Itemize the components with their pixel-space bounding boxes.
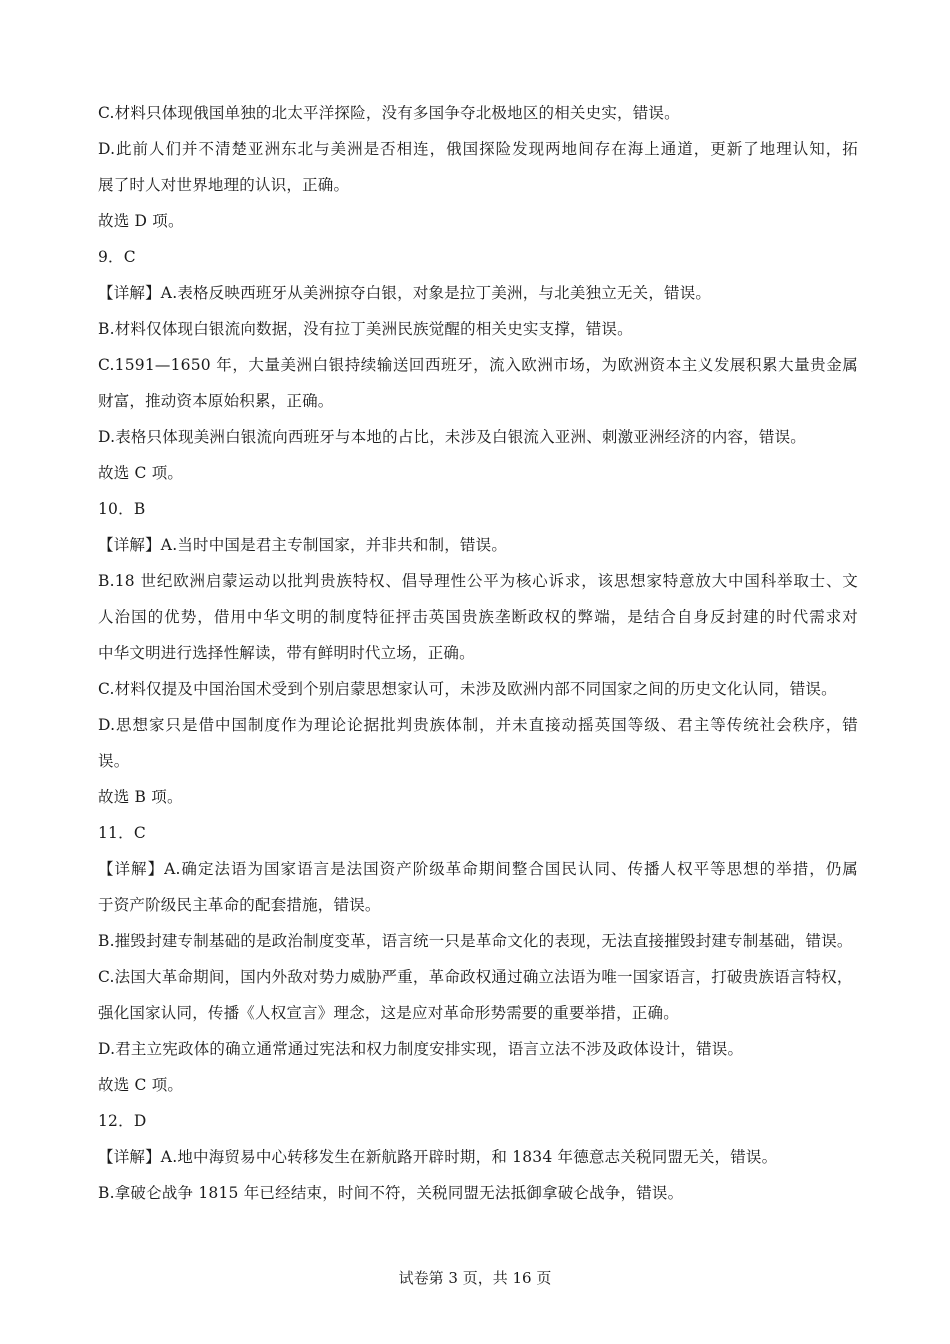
text-line: B.拿破仑战争 1815 年已经结束，时间不符，关税同盟无法抵御拿破仑战争，错误。 [98,1184,684,1202]
text-line: 中华文明进行选择性解读，带有鲜明时代立场，正确。 [98,644,475,662]
text-line: D.表格只体现美洲白银流向西班牙与本地的占比，未涉及白银流入亚洲、刺激亚洲经济的内容，错误。 [98,428,807,446]
page-footer: 试卷第 3 页，共 16 页 [398,1269,552,1287]
text-line: B.18 世纪欧洲启蒙运动以批判贵族特权、倡导理性公平为核心诉求，该思想家特意放大中国科举取士、文 [98,572,858,590]
answer-conclusion: 故选 B 项。 [98,788,183,806]
text-line: 误。 [98,752,130,770]
text-line: 财富，推动资本原始积累，正确。 [98,392,334,410]
text-line: 展了时人对世界地理的认识，正确。 [98,176,350,194]
answer-conclusion: 故选 C 项。 [98,464,184,482]
text-line: D.此前人们并不清楚亚洲东北与美洲是否相连，俄国探险发现两地间存在海上通道，更新了地理认知，拓 [98,140,858,158]
text-line: 于资产阶级民主革命的配套措施，错误。 [98,896,381,914]
question-number: 11．C [98,824,146,842]
text-line: B.摧毁封建专制基础的是政治制度变革，语言统一只是革命文化的表现，无法直接摧毁封建专制基础，错误。 [98,932,853,950]
text-line: B.材料仅体现白银流向数据，没有拉丁美洲民族觉醒的相关史实支撑，错误。 [98,320,633,338]
answer-conclusion: 故选 D 项。 [98,212,184,230]
question-number: 12．D [98,1112,147,1130]
text-line: 【详解】A.当时中国是君主专制国家，并非共和制，错误。 [98,536,508,554]
text-line: C.材料仅提及中国治国术受到个别启蒙思想家认可，未涉及欧洲内部不同国家之间的历史文化认同，错误。 [98,680,837,698]
text-line: D.君主立宪政体的确立通常通过宪法和权力制度安排实现，语言立法不涉及政体设计，错误。 [98,1040,744,1058]
text-line: 【详解】A.确定法语为国家语言是法国资产阶级革命期间整合国民认同、传播人权平等思想的举措，仍属 [98,860,858,878]
answer-conclusion: 故选 C 项。 [98,1076,184,1094]
text-line: C.1591—1650 年，大量美洲白银持续输送回西班牙，流入欧洲市场，为欧洲资本主义发展积累大量贵金属 [98,356,858,374]
question-number: 10．B [98,500,146,518]
text-line: 【详解】A.地中海贸易中心转移发生在新航路开辟时期，和 1834 年德意志关税同盟无关，错误。 [98,1148,778,1166]
text-line: 强化国家认同，传播《人权宣言》理念，这是应对革命形势需要的重要举措，正确。 [98,1004,679,1022]
text-line: D.思想家只是借中国制度作为理论论据批判贵族体制，并未直接动摇英国等级、君主等传统社会秩序，错 [98,716,858,734]
text-line: 【详解】A.表格反映西班牙从美洲掠夺白银，对象是拉丁美洲，与北美独立无关，错误。 [98,284,712,302]
text-line: C.材料只体现俄国单独的北太平洋探险，没有多国争夺北极地区的相关史实，错误。 [98,104,680,122]
answer-explanations [98,95,858,1211]
text-line: 人治国的优势，借用中华文明的制度特征抨击英国贵族垄断政权的弊端，是结合自身反封建的时代需求对 [98,608,858,626]
text-line: C.法国大革命期间，国内外敌对势力威胁严重，革命政权通过确立法语为唯一国家语言，打破贵族语言特权， [98,968,853,986]
question-number: 9．C [98,248,136,266]
